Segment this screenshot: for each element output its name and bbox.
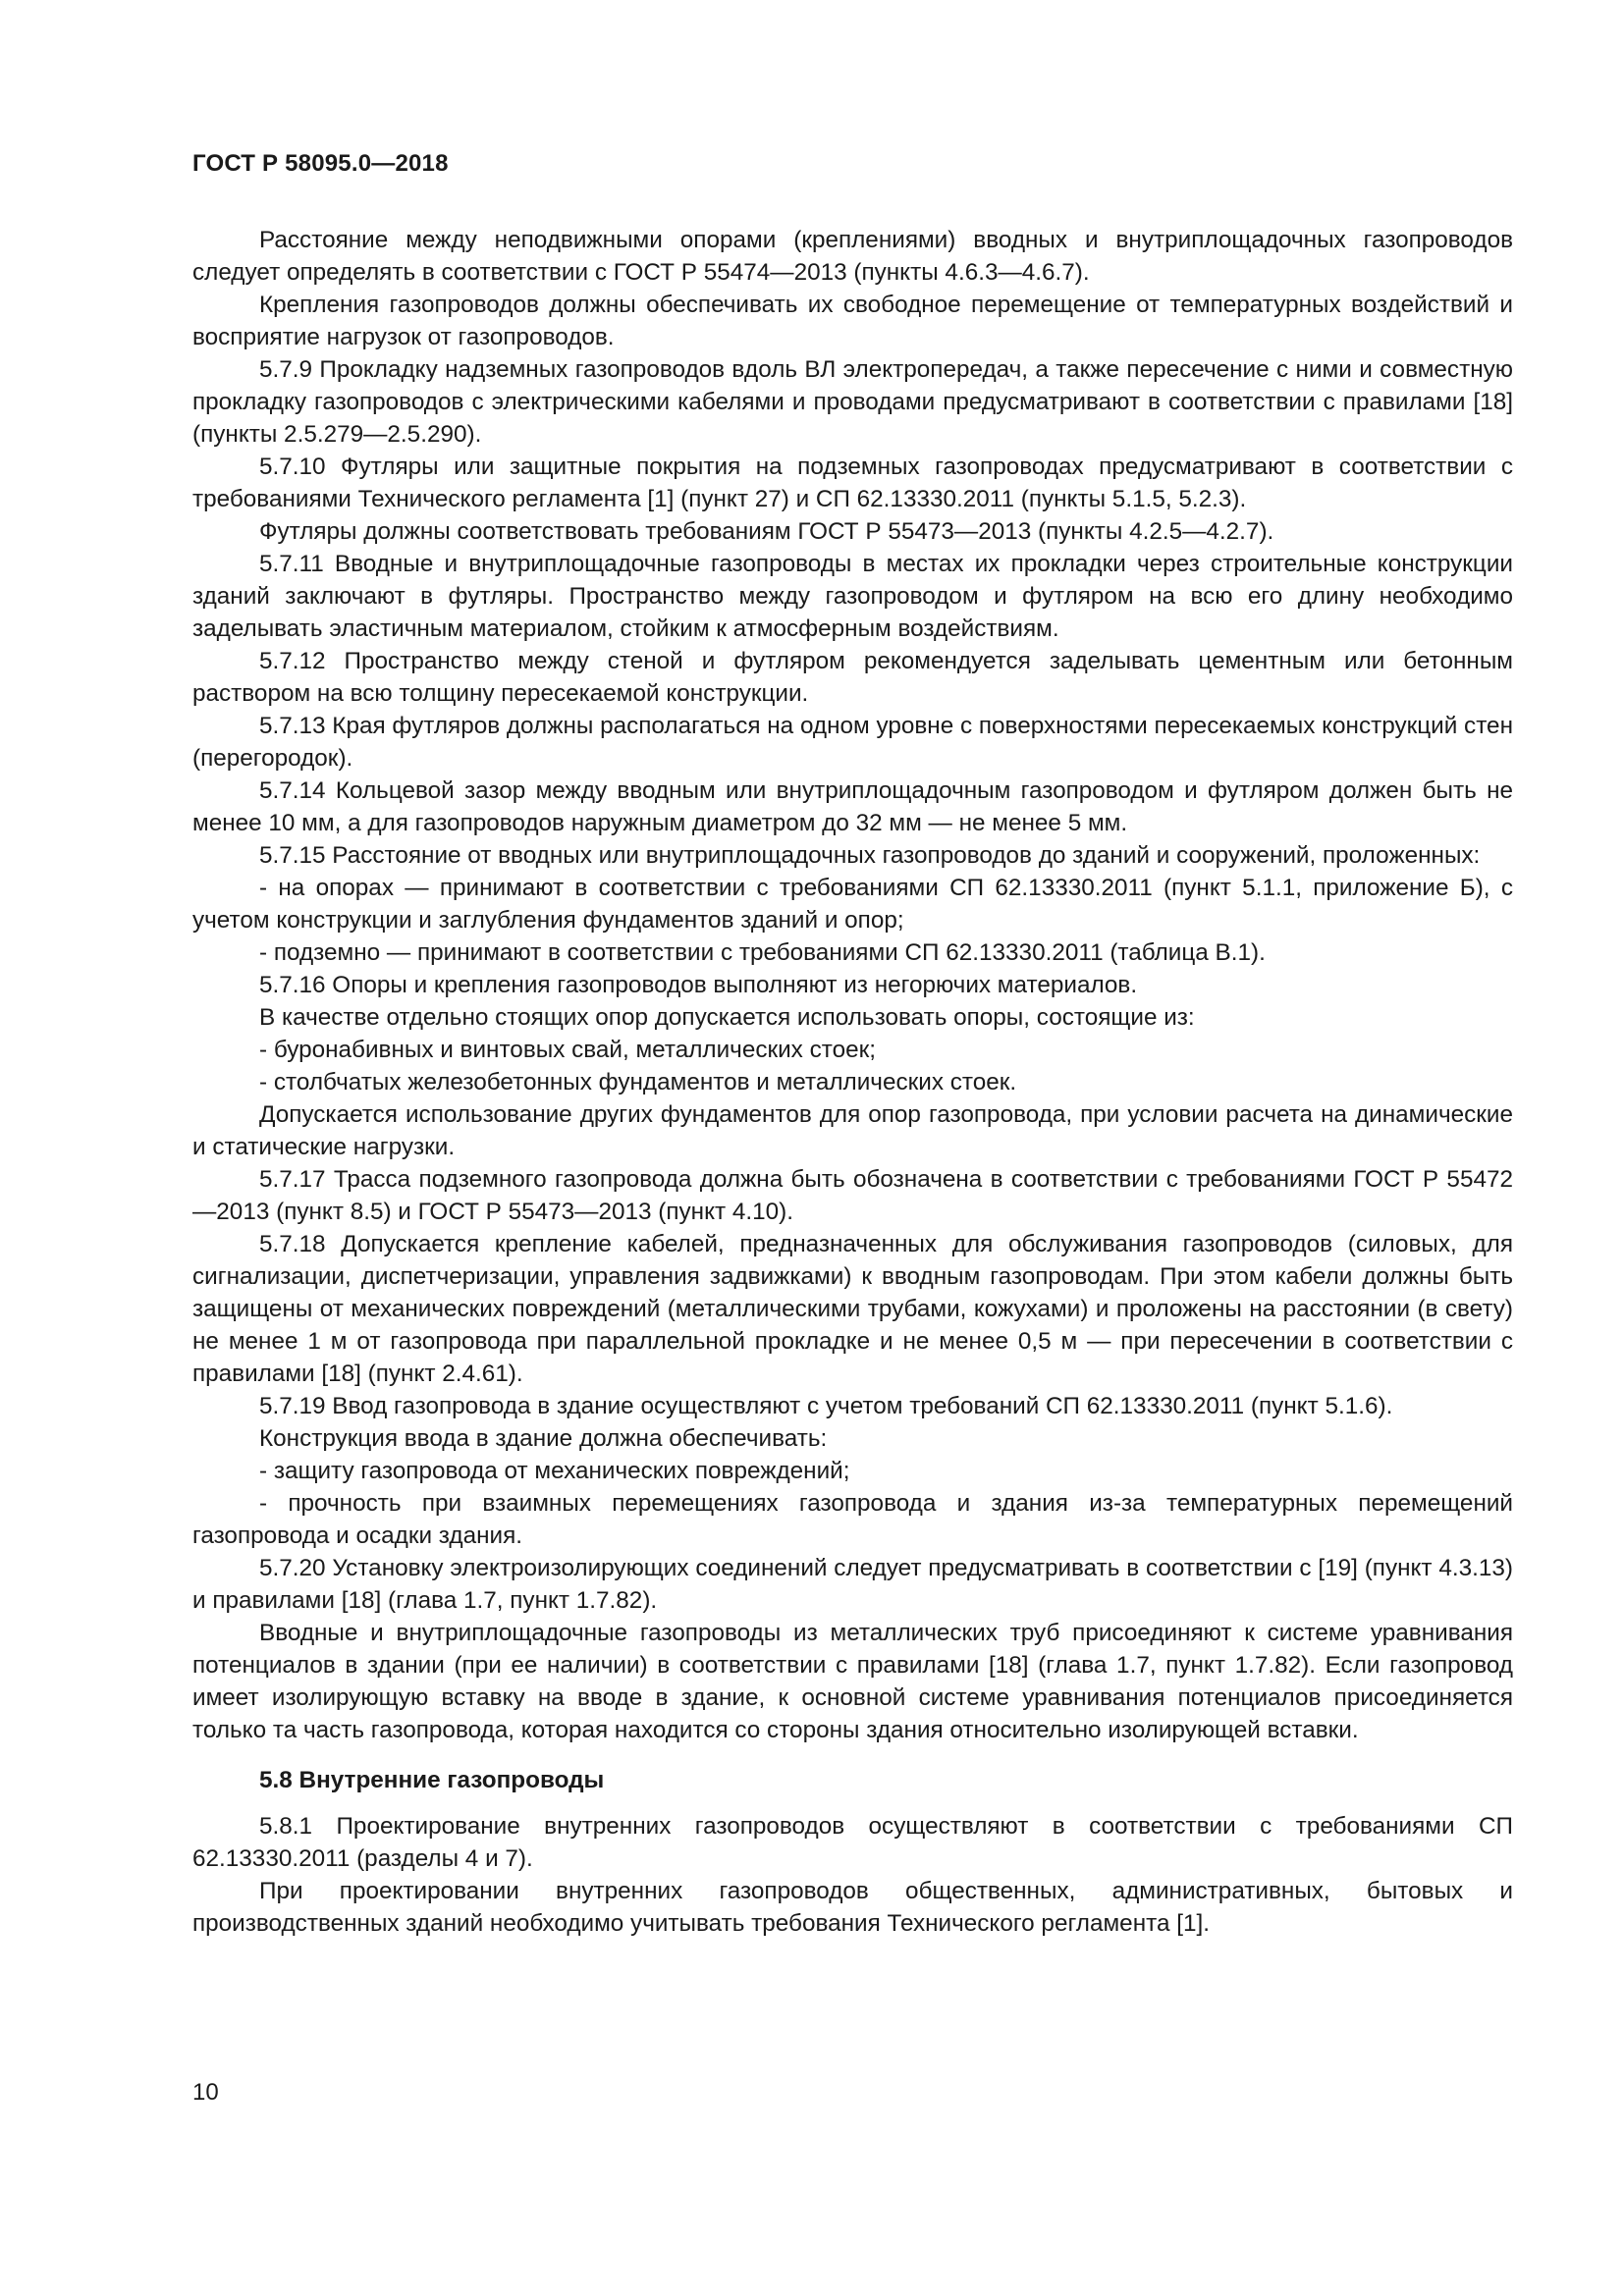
paragraph: Расстояние между неподвижными опорами (креплениями) вводных и внутриплощадочных газопроводов следует определять в соответствии с ГОСТ Р 55474—2013 (пункты 4.6.3—4.6.7). bbox=[192, 227, 1513, 286]
paragraph: 5.7.14 Кольцевой зазор между вводным или внутриплощадочным газопроводом и футляром должен быть не менее 10 мм, а для газопроводов наружным диаметром до 32 мм — не менее 5 мм. bbox=[192, 777, 1513, 836]
document-body bbox=[192, 224, 1513, 1940]
paragraph: 5.7.17 Трасса подземного газопровода должна быть обозначена в соответствии с требованиями ГОСТ Р 55472—2013 (пункт 8.5) и ГОСТ Р 55473—2013 (пункт 4.10). bbox=[192, 1166, 1513, 1225]
paragraph: - на опорах — принимают в соответствии с требованиями СП 62.13330.2011 (пункт 5.1.1, приложение Б), с учетом конструкции и заглубления фундаментов зданий и опор; bbox=[192, 875, 1513, 934]
page-number: 10 bbox=[192, 2079, 219, 2106]
paragraph: - столбчатых железобетонных фундаментов и металлических стоек. bbox=[259, 1069, 1017, 1095]
paragraph: 5.7.18 Допускается крепление кабелей, предназначенных для обслуживания газопроводов (силовых, для сигнализации, диспетчеризации, управления задвижками) к вводным газопроводам. При этом кабели должны быть защищены от механических повреждений (металлическими трубами, кожухами) и проложены на расстоянии (в свету) не менее 1 м от газопровода при параллельной прокладке и не менее 0,5 м — при пересечении в соответствии с правилами [18] (пункт 2.4.61). bbox=[192, 1231, 1513, 1387]
paragraph: Допускается использование других фундаментов для опор газопровода, при условии расчета на динамические и статические нагрузки. bbox=[192, 1101, 1513, 1160]
paragraph: - подземно — принимают в соответствии с требованиями СП 62.13330.2011 (таблица В.1). bbox=[259, 939, 1266, 966]
document-code-header: ГОСТ Р 58095.0—2018 bbox=[192, 150, 449, 177]
section-heading: 5.8 Внутренние газопроводы bbox=[259, 1767, 605, 1793]
paragraph: 5.8.1 Проектирование внутренних газопроводов осуществляют в соответствии с требованиями СП 62.13330.2011 (разделы 4 и 7). bbox=[192, 1813, 1513, 1872]
paragraph-group-after bbox=[192, 1810, 1513, 1940]
paragraph: Крепления газопроводов должны обеспечивать их свободное перемещение от температурных воздействий и восприятие нагрузок от газопроводов. bbox=[192, 292, 1513, 350]
paragraph: Футляры должны соответствовать требованиям ГОСТ Р 55473—2013 (пункты 4.2.5—4.2.7). bbox=[259, 518, 1274, 545]
paragraph-group-before bbox=[192, 224, 1513, 1746]
paragraph: При проектировании внутренних газопроводов общественных, административных, бытовых и производственных зданий необходимо учитывать требования Технического регламента [1]. bbox=[192, 1878, 1513, 1937]
paragraph: Конструкция ввода в здание должна обеспечивать: bbox=[259, 1425, 828, 1452]
paragraph: 5.7.9 Прокладку надземных газопроводов вдоль ВЛ электропередач, а также пересечение с ними и совместную прокладку газопроводов с электрическими кабелями и проводами предусматривают в соответствии с правилами [18] (пункты 2.5.279—2.5.290). bbox=[192, 356, 1513, 448]
paragraph: 5.7.12 Пространство между стеной и футляром рекомендуется заделывать цементным или бетонным раствором на всю толщину пересекаемой конструкции. bbox=[192, 648, 1513, 707]
paragraph: 5.7.16 Опоры и крепления газопроводов выполняют из негорючих материалов. bbox=[259, 972, 1138, 998]
paragraph: 5.7.20 Установку электроизолирующих соединений следует предусматривать в соответствии с [19] (пункт 4.3.13) и правилами [18] (глава 1.7, пункт 1.7.82). bbox=[192, 1555, 1513, 1614]
paragraph: 5.7.15 Расстояние от вводных или внутриплощадочных газопроводов до зданий и сооружений, проложенных: bbox=[259, 842, 1481, 869]
paragraph: 5.7.11 Вводные и внутриплощадочные газопроводы в местах их прокладки через строительные конструкции зданий заключают в футляры. Пространство между газопроводом и футляром на всю его длину необходимо заделывать эластичным материалом, стойким к атмосферным воздействиям. bbox=[192, 551, 1513, 642]
paragraph: 5.7.10 Футляры или защитные покрытия на подземных газопроводах предусматривают в соответствии с требованиями Технического регламента [1] (пункт 27) и СП 62.13330.2011 (пункты 5.1.5, 5.2.3). bbox=[192, 454, 1513, 512]
paragraph: Вводные и внутриплощадочные газопроводы из металлических труб присоединяют к системе уравнивания потенциалов в здании (при ее наличии) в соответствии с правилами [18] (глава 1.7, пункт 1.7.82). Если газопровод имеет изолирующую вставку на вводе в здание, к основной системе уравнивания потенциалов присоединяется только та часть газопровода, которая находится со стороны здания относительно изолирующей вставки. bbox=[192, 1620, 1513, 1743]
paragraph: 5.7.19 Ввод газопровода в здание осуществляют с учетом требований СП 62.13330.2011 (пункт 5.1.6). bbox=[259, 1393, 1393, 1419]
paragraph: 5.7.13 Края футляров должны располагаться на одном уровне с поверхностями пересекаемых конструкций стен (перегородок). bbox=[192, 713, 1513, 772]
paragraph: - буронабивных и винтовых свай, металлических стоек; bbox=[259, 1037, 876, 1063]
paragraph: В качестве отдельно стоящих опор допускается использовать опоры, состоящие из: bbox=[259, 1004, 1195, 1031]
paragraph: - защиту газопровода от механических повреждений; bbox=[259, 1458, 850, 1484]
paragraph: - прочность при взаимных перемещениях газопровода и здания из-за температурных перемещений газопровода и осадки здания. bbox=[192, 1490, 1513, 1549]
